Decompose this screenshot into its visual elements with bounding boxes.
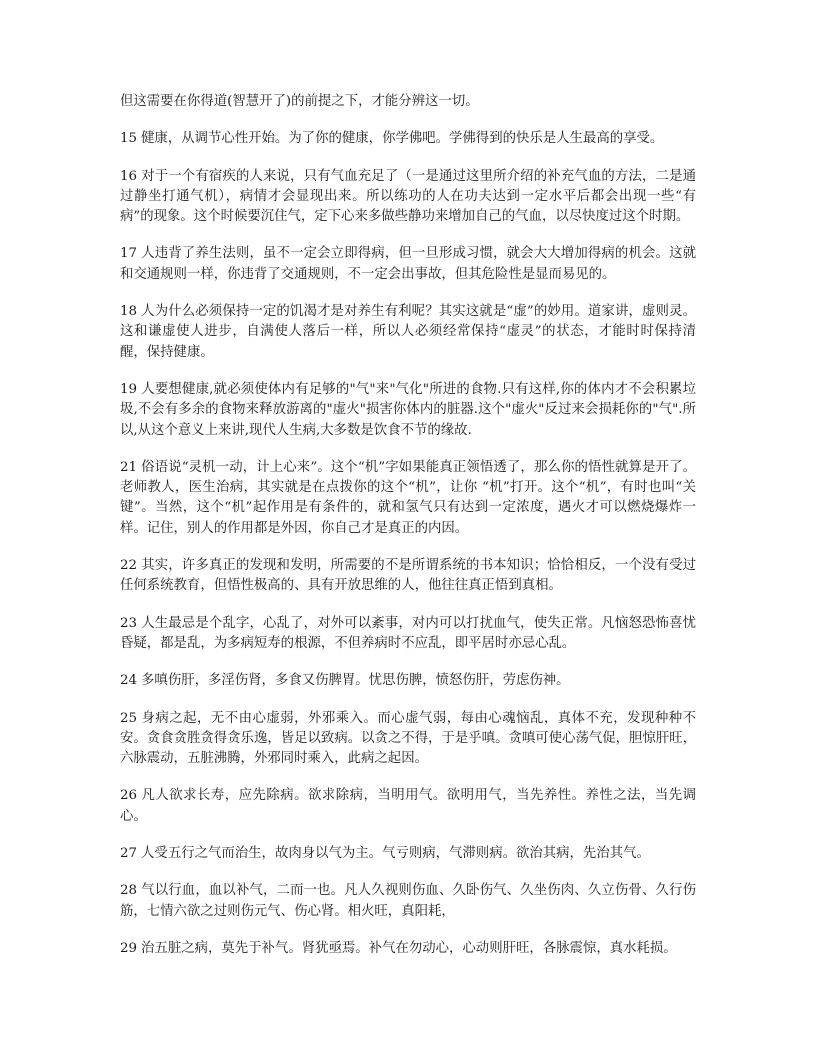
paragraph-number: 21 <box>120 459 138 475</box>
paragraph-16 <box>120 167 696 228</box>
paragraph-text: 人违背了养生法则，虽不一定会立即得病，但一旦形成习惯，就会大大增加得病的机会。这就和交通规则一样，你违背了交通规则，不一定会出事故，但其危险性是显而易见的。 <box>120 246 696 282</box>
paragraph-text: 人要想健康,就必须使体内有足够的"气"来"气化"所进的食物.只有这样,你的体内才不会积累垃圾,不会有多余的食物来释放游离的"虚火"损害你体内的脏器.这个"虚火"反过来会损耗你的"气".所以,从这个意义上来讲,现代人生病,大多数是饮食不节的缘故. <box>120 381 696 438</box>
paragraph-number: 18 <box>120 304 138 320</box>
paragraph-number: 26 <box>120 788 138 804</box>
paragraph-27 <box>120 844 696 864</box>
paragraph-text: 人受五行之气而治生，故肉身以气为主。气亏则病，气滞则病。欲治其病，先治其气。 <box>141 846 650 862</box>
paragraph-number: 23 <box>120 615 138 631</box>
paragraph-text: 其实，许多真正的发现和发明，所需要的不是所谓系统的书本知识；恰恰相反，一个没有受过任何系统教育，但悟性极高的、具有开放思维的人，他往往真正悟到真相。 <box>120 558 696 594</box>
paragraph-text: 凡人欲求长寿，应先除病。欲求除病，当明用气。欲明用气，当先养性。养性之法，当先调心。 <box>120 788 696 824</box>
paragraph-17 <box>120 244 696 285</box>
paragraph-22 <box>120 556 696 597</box>
paragraph-23 <box>120 614 696 655</box>
paragraph-28 <box>120 881 696 922</box>
paragraph-text: 多嗔伤肝，多淫伤肾，多食又伤脾胃。忧思伤脾，愤怒伤肝，劳虑伤神。 <box>141 673 570 689</box>
paragraph-number: 19 <box>120 381 138 397</box>
paragraph-18 <box>120 302 696 363</box>
paragraph-number: 22 <box>120 558 138 574</box>
paragraph-continuation <box>120 92 696 112</box>
paragraph-24 <box>120 671 696 691</box>
paragraph-text: 俗语说“灵机一动，计上心来”。这个“机”字如果能真正领悟透了，那么你的悟性就算是开了。老师教人，医生治病，其实就是在点拨你的这个“机”，让你 “机”打开。这个“机”，有时也叫“关键”。当然，这个“机”起作用是有条件的，就和氢气只有达到一定浓度，遇火才可以燃烧爆炸一样。记住，别人的作用都是外因，你自己才是真正的内因。 <box>120 459 696 536</box>
paragraph-text: 气以行血，血以补气，二而一也。凡人久视则伤血、久卧伤气、久坐伤肉、久立伤骨、久行伤筋，七情六欲之过则伤元气、伤心肾。相火旺，真阳耗， <box>120 883 696 919</box>
paragraph-text: 身病之起，无不由心虚弱，外邪乘入。而心虚气弱，每由心魂恼乱，真体不充，发现种种不安。贪食贪胜贪得贪乐逸，皆足以致病。以贪之不得，于是乎嗔。贪嗔可使心荡气促，胆惊肝旺，六脉震动，五脏沸腾，外邪同时乘入，此病之起因。 <box>120 710 696 767</box>
paragraph-number: 17 <box>120 246 138 262</box>
paragraph-number: 15 <box>120 131 138 147</box>
paragraph-26 <box>120 786 696 827</box>
paragraph-number: 28 <box>120 883 138 899</box>
paragraph-number: 24 <box>120 673 138 689</box>
paragraph-number: 29 <box>120 940 138 956</box>
paragraph-text: 健康，从调节心性开始。为了你的健康，你学佛吧。学佛得到的快乐是人生最高的享受。 <box>141 131 664 147</box>
paragraph-25 <box>120 709 696 770</box>
document-page <box>120 92 696 976</box>
paragraph-21 <box>120 458 696 539</box>
paragraph-text: 治五脏之病，莫先于补气。肾犹亟焉。补气在勿动心，心动则肝旺，各脉震惊，真水耗损。 <box>141 940 677 956</box>
paragraph-number: 16 <box>120 168 138 184</box>
paragraph-text: 人为什么必须保持一定的饥渴才是对养生有利呢？其实这就是“虚”的妙用。道家讲，虚则灵。这和谦虚使人进步，自满使人落后一样，所以人必须经常保持“虚灵”的状态，才能时时保持清醒，保持健康。 <box>120 304 696 360</box>
paragraph-29 <box>120 939 696 959</box>
paragraph-number: 27 <box>120 846 138 862</box>
paragraph-text: 但这需要在你得道(智慧开了)的前提之下，才能分辨这一切。 <box>120 94 479 109</box>
paragraph-19 <box>120 380 696 441</box>
paragraph-15 <box>120 129 696 149</box>
paragraph-text: 对于一个有宿疾的人来说，只有气血充足了（一是通过这里所介绍的补充气血的方法，二是通过静坐打通气机），病情才会显现出来。所以练功的人在功夫达到一定水平后都会出现一些“有病”的现象。这个时候要沉住气，定下心来多做些静功来增加自己的气血，以尽快度过这个时期。 <box>120 168 696 225</box>
paragraph-number: 25 <box>120 710 138 726</box>
paragraph-text: 人生最忌是个乱字，心乱了，对外可以紊事，对内可以打扰血气，使失正常。凡恼怒恐怖喜忧昏疑，都是乱，为多病短寿的根源，不但养病时不应乱，即平居时亦忌心乱。 <box>120 615 696 651</box>
